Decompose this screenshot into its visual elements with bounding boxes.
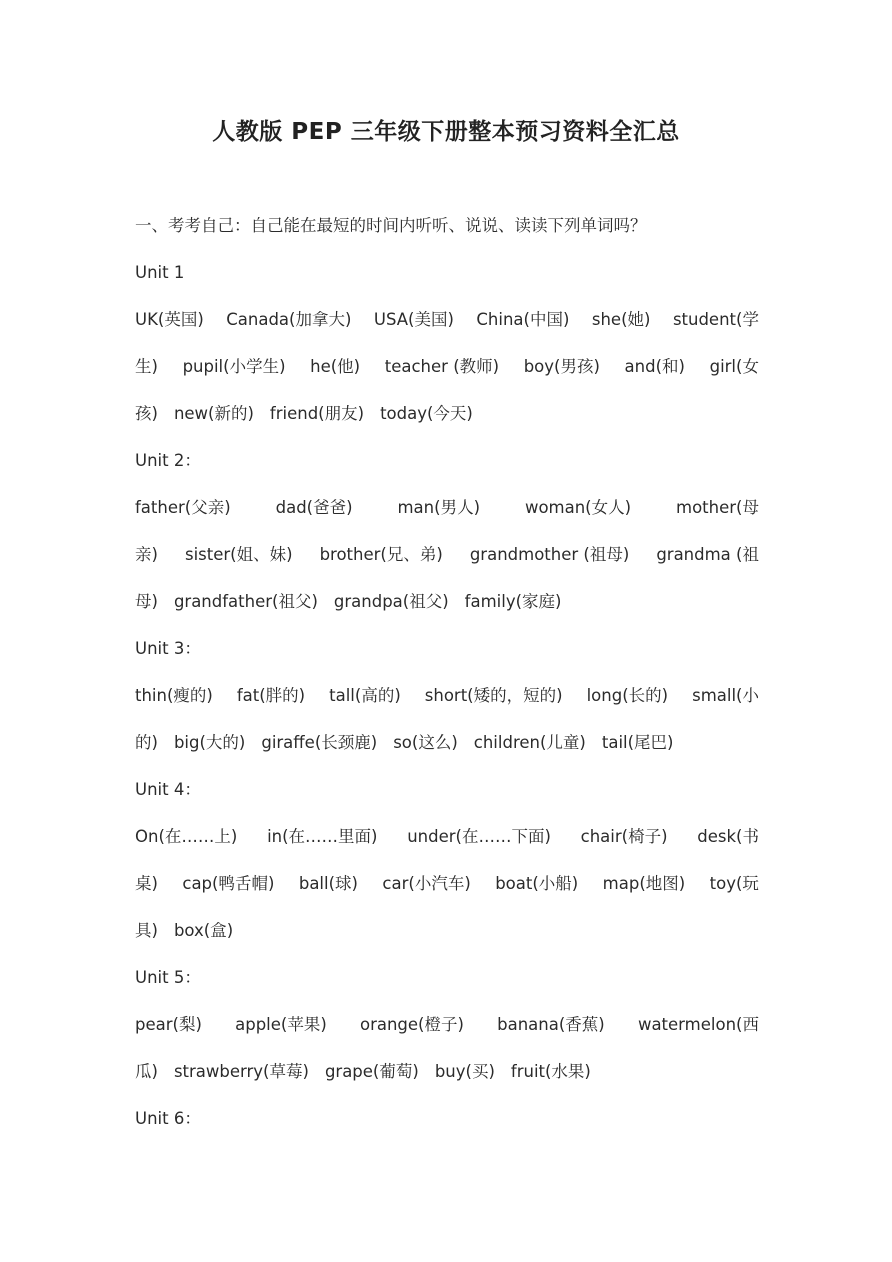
vocab-word: USA(美国) (373, 310, 454, 329)
vocab-word: children(儿童) (473, 733, 586, 752)
vocab-word: fruit(水果) (510, 1062, 591, 1081)
unit-section (135, 772, 759, 960)
vocab-word: pupil(小学生) (182, 357, 286, 376)
vocab-word: girl(女 (709, 357, 759, 376)
vocab-word: teacher (教师) (384, 357, 500, 376)
vocab-word: UK(英国) (135, 310, 204, 329)
unit-heading: Unit 1 (135, 263, 185, 282)
vocab-word: giraffe(长颈鹿) (261, 733, 378, 752)
vocab-word: grandma (祖 (656, 545, 759, 564)
vocab-word: and(和) (624, 357, 685, 376)
vocab-word: dad(爸爸) (275, 498, 353, 517)
units-list (135, 255, 759, 1148)
vocab-word: grandmother (祖母) (469, 545, 630, 564)
document-body (135, 208, 759, 1148)
vocab-word: woman(女人) (524, 498, 632, 517)
vocab-word: he(他) (310, 357, 361, 376)
vocab-word: 具) (135, 921, 158, 940)
vocab-word: ball(球) (298, 874, 358, 893)
vocab-word: 母) (135, 592, 158, 611)
vocab-word: map(地图) (602, 874, 686, 893)
vocab-word: grandfather(祖父) (173, 592, 318, 611)
unit-heading: Unit 6： (135, 1109, 201, 1128)
vocab-word: mother(母 (676, 498, 759, 517)
vocab-word: man(男人) (397, 498, 481, 517)
unit-heading: Unit 5： (135, 968, 201, 987)
vocab-line (135, 302, 759, 349)
vocab-word: box(盒) (173, 921, 234, 940)
vocab-word: apple(苹果) (235, 1015, 327, 1034)
vocab-word: chair(椅子) (580, 827, 668, 846)
vocab-word: family(家庭) (464, 592, 562, 611)
vocab-word: small(小 (692, 686, 759, 705)
unit-heading: Unit 4： (135, 780, 201, 799)
vocab-line (135, 1007, 759, 1054)
vocab-word: desk(书 (697, 827, 759, 846)
intro-question: 一、考考自己：自己能在最短的时间内听听、说说、读读下列单词吗？ (135, 216, 647, 235)
vocab-word: strawberry(草莓) (173, 1062, 309, 1081)
vocab-line (135, 537, 759, 584)
vocab-word: 的) (135, 733, 158, 752)
vocab-word: 生) (135, 357, 158, 376)
vocab-line (135, 866, 759, 913)
vocab-word: so(这么) (393, 733, 458, 752)
unit-section (135, 255, 759, 443)
vocab-word: grandpa(祖父) (333, 592, 449, 611)
unit-section (135, 1101, 759, 1148)
vocab-line (135, 1054, 759, 1101)
vocab-word: tall(高的) (329, 686, 401, 705)
vocab-word: long(长的) (586, 686, 669, 705)
document-title: 人教版 PEP 三年级下册整本预习资料全汇总 (212, 119, 680, 145)
unit-section (135, 631, 759, 772)
vocab-line (135, 678, 759, 725)
vocab-word: buy(买) (434, 1062, 495, 1081)
vocab-word: thin(瘦的) (135, 686, 213, 705)
vocab-word: grape(葡萄) (324, 1062, 419, 1081)
vocab-word: 亲) (135, 545, 158, 564)
vocab-word: 桌) (135, 874, 158, 893)
vocab-word: cap(鸭舌帽) (182, 874, 275, 893)
vocab-line (135, 819, 759, 866)
vocab-line (135, 725, 759, 772)
vocab-word: big(大的) (173, 733, 246, 752)
vocab-line (135, 913, 759, 960)
vocab-word: student(学 (672, 310, 759, 329)
vocab-word: short(矮的，短的) (424, 686, 563, 705)
vocab-word: car(小汽车) (382, 874, 471, 893)
vocab-line (135, 490, 759, 537)
vocab-word: toy(玩 (709, 874, 759, 893)
vocab-word: she(她) (591, 310, 651, 329)
vocab-word: orange(橙子) (359, 1015, 464, 1034)
vocab-word: today(今天) (380, 404, 473, 423)
unit-section (135, 443, 759, 631)
vocab-word: in(在……里面) (267, 827, 378, 846)
vocab-word: China(中国) (476, 310, 570, 329)
vocab-word: friend(朋友) (269, 404, 365, 423)
vocab-word: pear(梨) (135, 1015, 202, 1034)
unit-heading: Unit 2： (135, 451, 201, 470)
unit-section (135, 960, 759, 1101)
vocab-word: boy(男孩) (523, 357, 600, 376)
vocab-line (135, 396, 759, 443)
vocab-word: 瓜) (135, 1062, 158, 1081)
vocab-word: brother(兄、弟) (319, 545, 443, 564)
vocab-word: new(新的) (173, 404, 254, 423)
vocab-line (135, 584, 759, 631)
vocab-word: Canada(加拿大) (226, 310, 352, 329)
vocab-word: banana(香蕉) (497, 1015, 605, 1034)
vocab-word: 孩) (135, 404, 158, 423)
vocab-word: father(父亲) (135, 498, 231, 517)
vocab-word: On(在……上) (135, 827, 238, 846)
unit-heading: Unit 3： (135, 639, 201, 658)
vocab-word: tail(尾巴) (601, 733, 674, 752)
vocab-word: watermelon(西 (637, 1015, 759, 1034)
vocab-word: under(在……下面) (407, 827, 551, 846)
vocab-word: boat(小船) (495, 874, 579, 893)
vocab-line (135, 349, 759, 396)
vocab-word: sister(姐、妹) (184, 545, 293, 564)
vocab-word: fat(胖的) (236, 686, 306, 705)
